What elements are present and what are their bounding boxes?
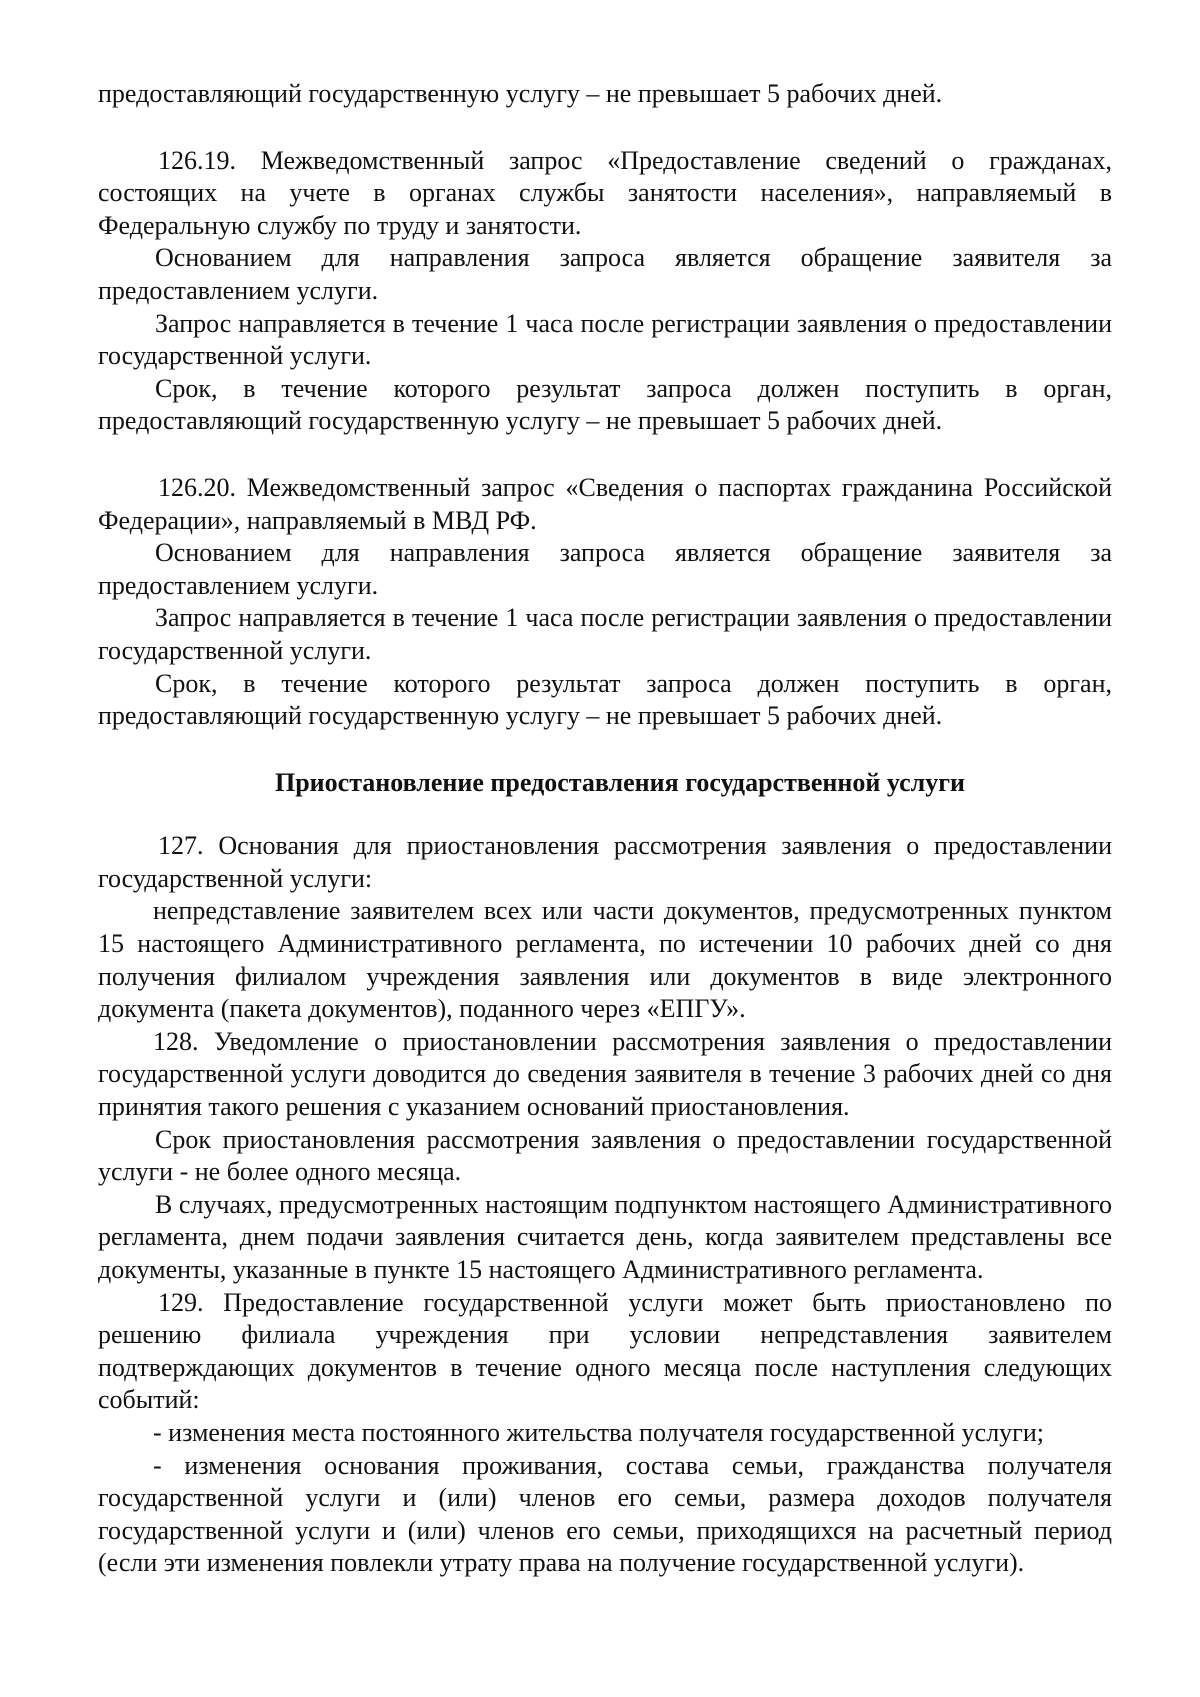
paragraph-128-cases: В случаях, предусмотренных настоящим подпунктом настоящего Административного регламента, днем подачи заявления считается день, когда заявителем представлены все документы, указанные в пункте 15 настоящего Административного регламента. — [98, 1189, 1112, 1284]
continuation-line: предоставляющий государственную услугу – не превышает 5 рабочих дней. — [98, 79, 943, 108]
paragraph-129-item-2: - изменения основания проживания, состава семьи, гражданства получателя государственной услуги и (или) членов его семьи, размера доходов получателя государственной услуги и (или) членов его семьи, приходящихся на расчетный период (если эти изменения повлекли утрату права на получение государственной услуги). — [98, 1450, 1112, 1578]
paragraph-128: 128. Уведомление о приостановлении рассмотрения заявления о предоставлении государственной услуги доводится до сведения заявителя в течение 3 рабочих дней со дня принятия такого решения с указанием оснований приостановления. — [98, 1026, 1112, 1122]
spacer — [98, 111, 1112, 145]
paragraph-126-20-timing: Запрос направляется в течение 1 часа после регистрации заявления о предоставлении государственной услуги. — [98, 603, 1112, 665]
paragraph-127: 127. Основания для приостановления рассмотрения заявления о предоставлении государственной услуги: — [98, 831, 1112, 893]
spacer — [98, 438, 1112, 472]
paragraph-127-item: непредставление заявителем всех или части документов, предусмотренных пунктом 15 настоящего Административного регламента, по истечении 10 рабочих дней со дня получения филиалом учреждения заявления или документов в виде электронного документа (пакета документов), поданного через «ЕПГУ». — [98, 896, 1112, 1024]
paragraph-126-19-basis: Основанием для направления запроса является обращение заявителя за предоставлением услуги. — [98, 243, 1112, 305]
spacer — [98, 733, 1112, 767]
paragraph-126-19: 126.19. Межведомственный запрос «Предоставление сведений о гражданах, состоящих на учете в органах службы занятости населения», направляемый в Федеральную службу по труду и занятости. — [98, 145, 1112, 240]
paragraph-126-20: 126.20. Межведомственный запрос «Сведения о паспортах гражданина Российской Федерации», направляемый в МВД РФ. — [98, 472, 1112, 535]
paragraph-129: 129. Предоставление государственной услуги может быть приостановлено по решению филиала учреждения при условии непредставления заявителем подтверждающих документов в течение одного месяца после наступления следующих событий: — [98, 1287, 1112, 1415]
paragraph-126-19-deadline: Срок, в течение которого результат запроса должен поступить в орган, предоставляющий государственную услугу – не превышает 5 рабочих дней. — [98, 373, 1112, 436]
spacer — [98, 799, 1112, 830]
paragraph-126-20-deadline: Срок, в течение которого результат запроса должен поступить в орган, предоставляющий государственную услугу – не превышает 5 рабочих дней. — [98, 668, 1112, 731]
paragraph-126-19-timing: Запрос направляется в течение 1 часа после регистрации заявления о предоставлении государственной услуги. — [98, 308, 1112, 371]
section-heading: Приостановление предоставления государственной услуги — [274, 767, 965, 797]
paragraph-128-term: Срок приостановления рассмотрения заявления о предоставлении государственной услуги - не более одного месяца. — [98, 1124, 1112, 1187]
paragraph-129-item-1: - изменения места постоянного жительства получателя государственной услуги; — [153, 1417, 1044, 1447]
document-body — [98, 78, 1112, 1580]
paragraph-126-20-basis: Основанием для направления запроса является обращение заявителя за предоставлением услуги. — [98, 538, 1112, 600]
